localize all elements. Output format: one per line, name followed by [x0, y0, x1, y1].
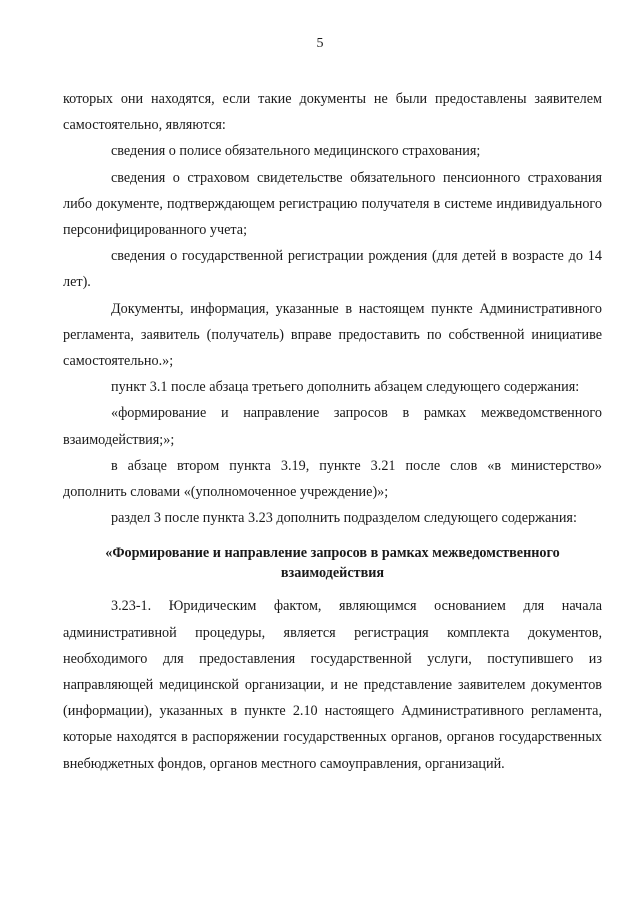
- paragraph-item-3-1: пункт 3.1 после абзаца третьего дополнить абзацем следующего содержания:: [111, 379, 580, 396]
- paragraph-quoted-addition: «формирование и направление запросов в рамках межведомственного взаимодействия;»;: [63, 405, 602, 448]
- paragraph-3-23-1: 3.23-1. Юридическим фактом, являющимся основанием для начала административной процедуры, является регистрация комплекта документов, необходимого для предоставления государственной услуги, поступившего из направляющей медицинской организации, и не представление заявителем документов (информации), указанных в пункте 2.10 настоящего Административного регламента, которые находятся в распоряжении государственных органов, органов государственных внебюджетных фондов, органов местного самоуправления, организаций.: [63, 598, 602, 772]
- paragraph-documents-info: Документы, информация, указанные в настоящем пункте Административного регламента, заявитель (получатель) вправе предоставить по собственной инициативе самостоятельно.»;: [63, 300, 602, 370]
- paragraph-medical-policy: сведения о полисе обязательного медицинского страхования;: [111, 143, 481, 160]
- document-body: [63, 86, 602, 777]
- paragraph-birth-registration: сведения о государственной регистрации рождения (для детей в возрасте до 14 лет).: [63, 248, 602, 291]
- paragraph-item-3-19: в абзаце втором пункта 3.19, пункте 3.21 после слов «в министерство» дополнить словами «(уполномоченное учреждение)»;: [63, 457, 602, 501]
- paragraph-pension-certificate: сведения о страховом свидетельстве обязательного пенсионного страхования либо документе, подтверждающем регистрацию получателя в системе индивидуального персонифицированного учета;: [63, 169, 602, 239]
- paragraph-continuation: которых они находятся, если такие документы не были предоставлены заявителем самостоятельно, являются:: [63, 91, 602, 134]
- page-number: 5: [316, 36, 324, 51]
- section-heading: «Формирование и направление запросов в рамках межведомственного взаимодействия: [105, 545, 560, 582]
- paragraph-section-3: раздел 3 после пункта 3.23 дополнить подразделом следующего содержания:: [111, 510, 577, 527]
